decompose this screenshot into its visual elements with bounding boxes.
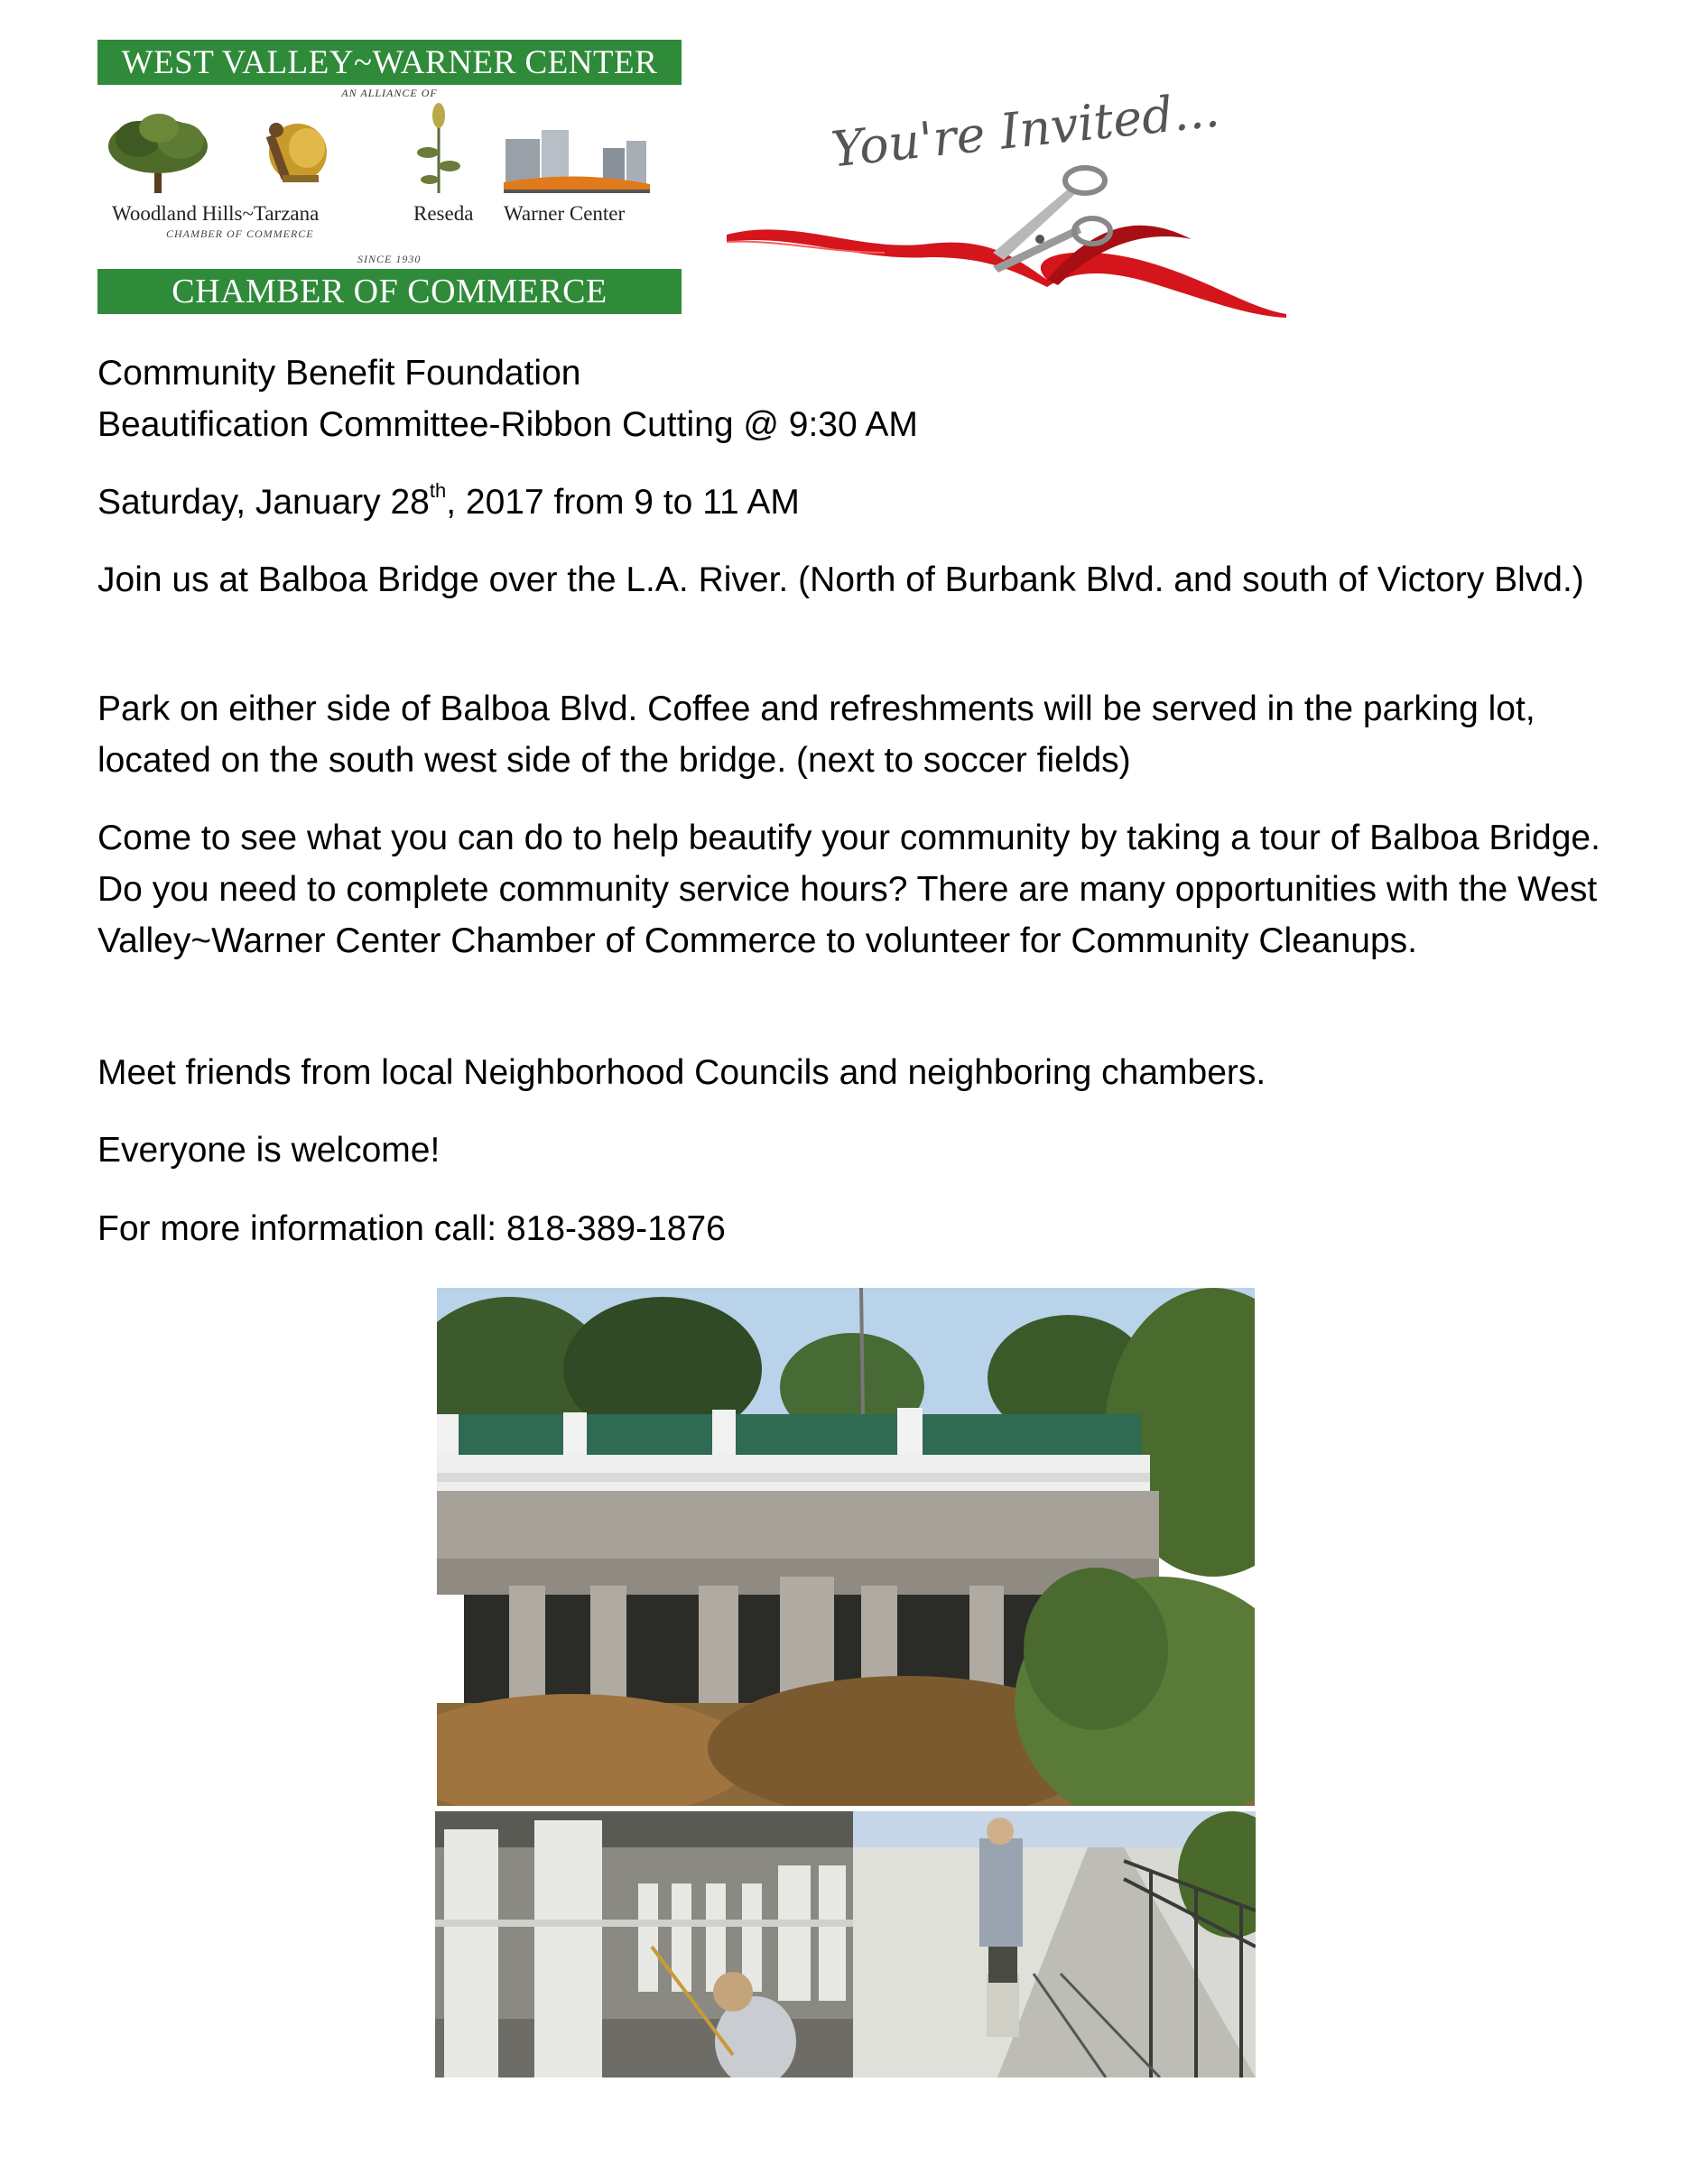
contact-paragraph: For more information call: 818-389-1876 [97, 1209, 726, 1248]
logo-name-reseda: Reseda [413, 202, 474, 225]
youre-invited-graphic [722, 81, 1291, 325]
meet-paragraph: Meet friends from local Neighborhood Councils and neighboring chambers. [97, 1053, 1266, 1092]
logo-name-warner-center: Warner Center [504, 202, 626, 225]
logo-top-banner: WEST VALLEY~WARNER CENTER [97, 40, 682, 85]
logo-since: SINCE 1930 [357, 253, 422, 265]
date-time: , 2017 from 9 to 11 AM [446, 483, 800, 522]
chamber-logo [97, 40, 682, 314]
org-line: Community Benefit Foundation [97, 354, 581, 393]
logo-illustrations [97, 103, 682, 202]
logo-bottom-banner: CHAMBER OF COMMERCE [97, 269, 682, 314]
date-suffix: th [429, 479, 447, 502]
location-paragraph: Join us at Balboa Bridge over the L.A. River. (North of Burbank Blvd. and south of Victory Blvd.) [97, 560, 1584, 599]
parking-paragraph: Park on either side of Balboa Blvd. Coffee and refreshments will be served in the parking lot, located on the south west side of the bridge. (next to soccer fields) [97, 689, 1535, 780]
balboa-bridge-photo [437, 1288, 1255, 1806]
logo-alliance-text: AN ALLIANCE OF [341, 87, 438, 99]
volunteer-paragraph: Come to see what you can do to help beautify your community by taking a tour of Balboa Bridge. Do you need to complete community service hours? There are many opportunities with the West Valley~Warner Center Chamber of Commerce to volunteer for Community Cleanups. [97, 819, 1600, 960]
event-title-block [97, 347, 1614, 450]
warner-center-buildings-icon [504, 130, 650, 193]
lion-rider-icon [266, 123, 327, 182]
date-text: Saturday, January 28 [97, 483, 430, 522]
event-line: Beautification Committee-Ribbon Cutting @ 9:30 AM [97, 405, 918, 444]
logo-chamber-small: CHAMBER OF COMMERCE [166, 227, 314, 240]
reseda-plant-icon [417, 103, 460, 193]
logo-name-woodland-hills: Woodland Hills~Tarzana [112, 202, 320, 225]
oak-tree-icon [108, 114, 208, 193]
youre-invited-script: You're Invited... [828, 80, 1222, 179]
river-path-volunteer-photo [853, 1811, 1256, 2078]
under-bridge-volunteer-photo [435, 1811, 853, 2078]
event-date [97, 477, 1614, 528]
ribbon-scissors-icon [722, 81, 1291, 325]
welcome-paragraph: Everyone is welcome! [97, 1131, 441, 1170]
